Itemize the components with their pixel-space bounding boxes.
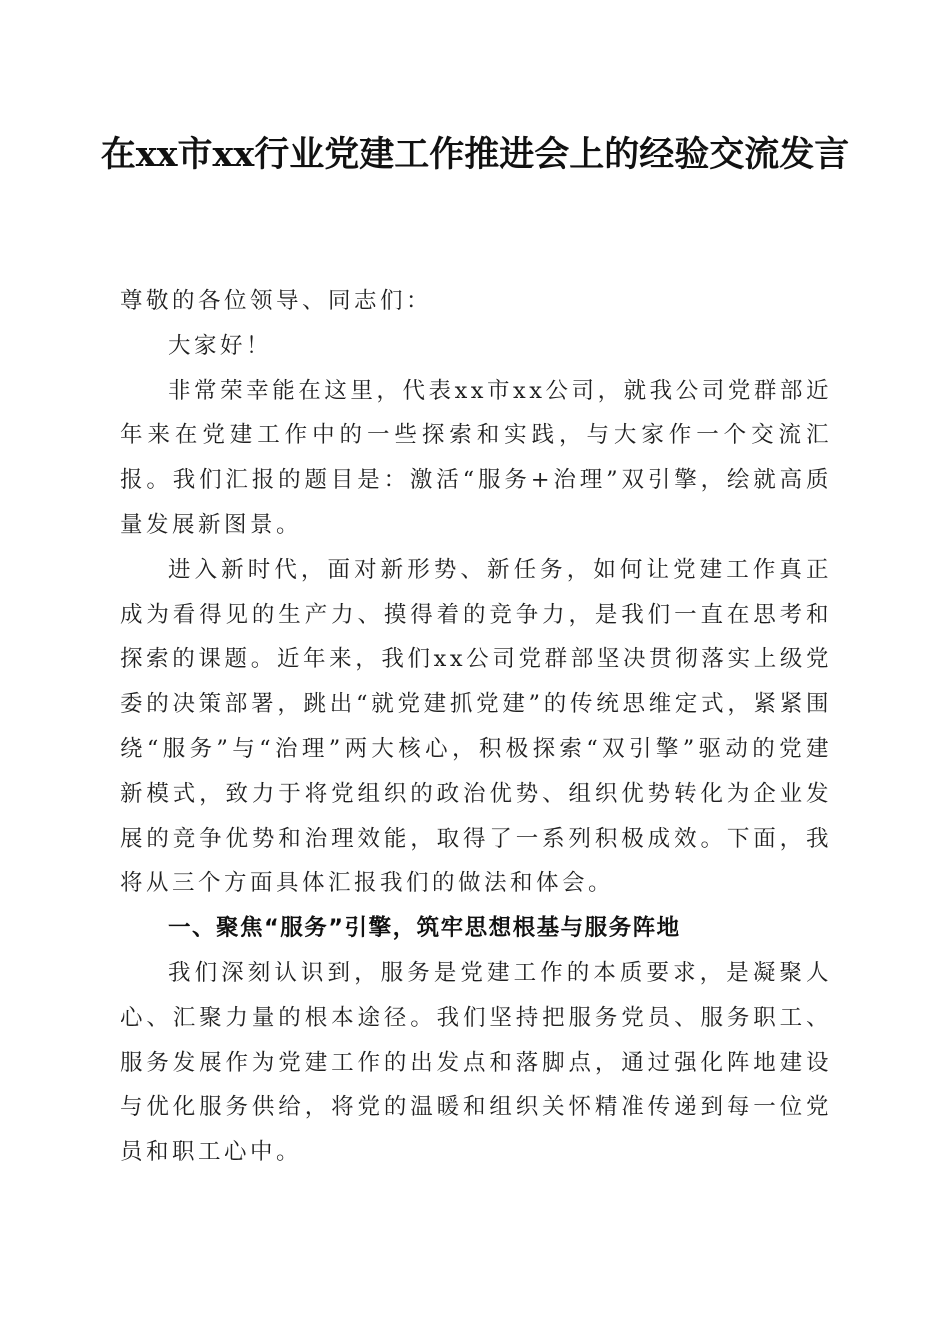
- greeting: 大家好！: [168, 332, 273, 359]
- document-body: [120, 279, 832, 1175]
- paragraph-intro: 非常荣幸能在这里，代表xx市xx公司，就我公司党群部近年来在党建工作中的一些探索和实践，与大家作一个交流汇报。我们汇报的题目是：激活“服务+治理”双引擎，绘就高质量发展新图景。: [120, 377, 832, 538]
- section-heading: 一、聚焦“服务”引擎，筑牢思想根基与服务阵地: [168, 915, 681, 942]
- document-title: 在xx市xx行业党建工作推进会上的经验交流发言: [100, 134, 850, 175]
- section-paragraph: 我们深刻认识到，服务是党建工作的本质要求，是凝聚人心、汇聚力量的根本途径。我们坚持把服务党员、服务职工、服务发展作为党建工作的出发点和落脚点，通过强化阵地建设与优化服务供给，将党的温暖和组织关怀精准传递到每一位党员和职工心中。: [120, 959, 832, 1166]
- salutation: 尊敬的各位领导、同志们：: [120, 288, 433, 314]
- paragraph-background: 进入新时代，面对新形势、新任务，如何让党建工作真正成为看得见的生产力、摸得着的竞争力，是我们一直在思考和探索的课题。近年来，我们xx公司党群部坚决贯彻落实上级党委的决策部署，跳出“就党建抓党建”的传统思维定式，紧紧围绕“服务”与“治理”两大核心，积极探索“双引擎”驱动的党建新模式，致力于将党组织的政治优势、组织优势转化为企业发展的竞争优势和治理效能，取得了一系列积极成效。下面，我将从三个方面具体汇报我们的做法和体会。: [120, 556, 832, 897]
